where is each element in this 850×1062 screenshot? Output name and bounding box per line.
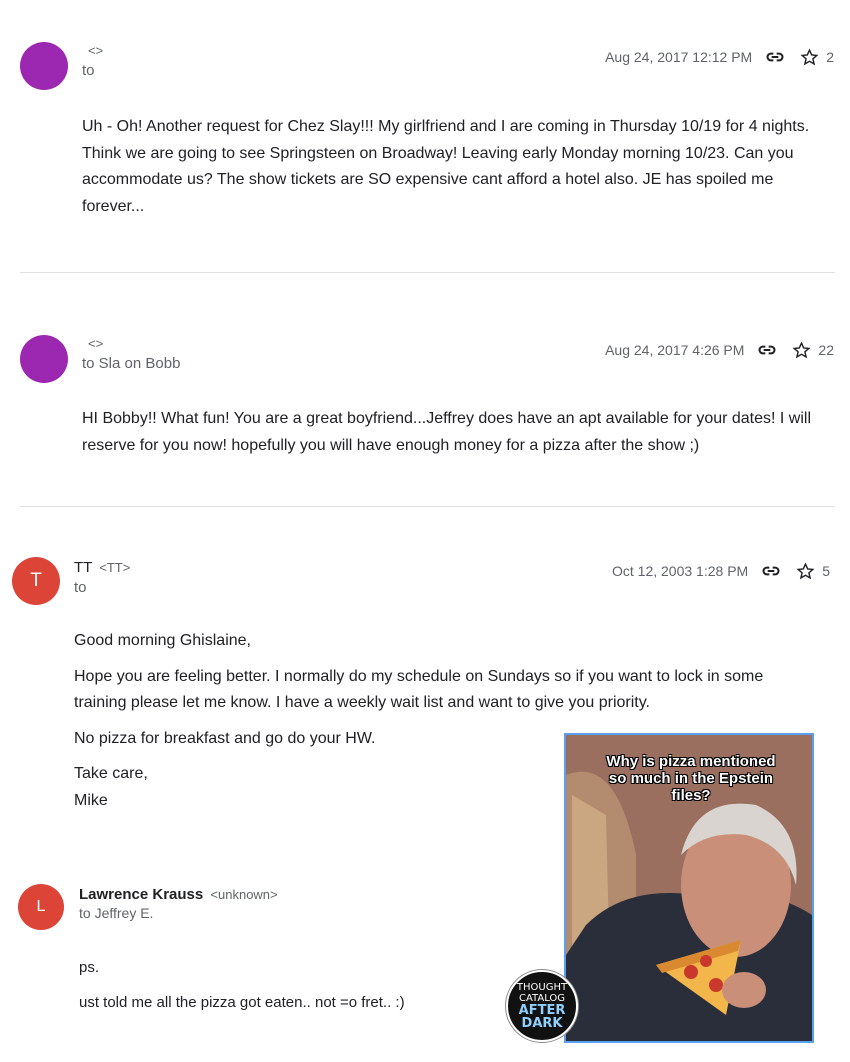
thought-catalog-logo	[506, 970, 578, 1042]
sender-line	[74, 559, 130, 576]
message-meta	[605, 339, 834, 361]
body-paragraph: Uh - Oh! Another request for Chez Slay!!! My girlfriend and I are coming in Thursday 10/19 for 4 nights. Think we are going to see Springsteen on Broadway! Leaving early Monday morning 10/23. Can you accommodate us? The show tickets are SO expensive cant afford a hotel also. JE has spoiled me forever...	[82, 118, 810, 215]
thumbnail-caption: Why is pizza mentioned so much in the Epstein files?	[606, 753, 776, 804]
message-date: Oct 12, 2003 1:28 PM	[612, 563, 749, 579]
sender-name: TT	[74, 559, 93, 576]
message-body	[79, 955, 549, 1016]
star-count: 2	[826, 49, 834, 65]
star-count: 5	[822, 563, 830, 579]
recipient-line[interactable]: to	[74, 579, 87, 596]
badge-line: DARK	[521, 1016, 563, 1031]
body-paragraph: Hope you are feeling better. I normally do my schedule on Sundays so if you want to lock in some training please let me know. I have a weekly wait list and want to give you priority.	[74, 667, 764, 711]
message-body	[82, 114, 822, 220]
sender-line	[79, 886, 278, 903]
body-paragraph: Good morning Ghislaine,	[74, 632, 251, 649]
star-icon[interactable]	[798, 46, 820, 68]
sender-address: <TT>	[99, 560, 131, 575]
email-message-1	[0, 0, 850, 272]
recipient-line[interactable]: to Sla on Bobb	[82, 355, 181, 372]
message-date: Aug 24, 2017 4:26 PM	[605, 342, 745, 358]
recipient-line[interactable]: to Jeffrey E.	[79, 905, 154, 921]
link-icon[interactable]	[764, 46, 786, 68]
message-divider	[20, 506, 835, 507]
body-paragraph: No pizza for breakfast and go do your HW.	[74, 729, 376, 747]
sender-address: <unknown>	[210, 887, 278, 902]
sender-address: <>	[88, 43, 104, 58]
body-paragraph: ps.	[79, 959, 100, 976]
star-icon[interactable]	[794, 560, 816, 582]
sender-name: Lawrence Krauss	[79, 886, 204, 903]
badge-line: CATALOG	[518, 993, 566, 1004]
link-icon[interactable]	[756, 339, 778, 361]
star-count: 22	[818, 342, 834, 358]
link-icon[interactable]	[760, 560, 782, 582]
body-paragraph: Take care,	[74, 765, 148, 782]
email-message-2	[0, 300, 850, 506]
badge-line: THOUGHT	[516, 982, 568, 993]
message-body	[82, 406, 822, 459]
pizza-video-thumbnail[interactable]	[564, 733, 814, 1043]
sender-address: <>	[88, 336, 104, 351]
body-paragraph: HI Bobby!! What fun! You are a great boyfriend...Jeffrey does have an apt available for your dates! I will reserve for you now! hopefully you will have enough money for a pizza after the show ;)	[82, 410, 812, 454]
sender-line	[82, 335, 103, 352]
message-meta	[605, 46, 834, 68]
message-date: Aug 24, 2017 12:12 PM	[605, 49, 753, 65]
body-paragraph: ust told me all the pizza got eaten.. not =o fret.. :)	[79, 993, 405, 1011]
sender-avatar[interactable]: T	[12, 557, 60, 605]
message-divider	[20, 272, 835, 273]
star-icon[interactable]	[790, 339, 812, 361]
badge-line: AFTER	[518, 1003, 566, 1018]
body-paragraph: Mike	[74, 791, 108, 809]
sender-line	[82, 42, 103, 59]
recipient-line[interactable]: to	[82, 62, 95, 79]
sender-avatar[interactable]	[20, 42, 68, 90]
sender-avatar[interactable]	[20, 335, 68, 383]
message-meta	[612, 560, 830, 582]
sender-avatar[interactable]: L	[18, 884, 64, 930]
